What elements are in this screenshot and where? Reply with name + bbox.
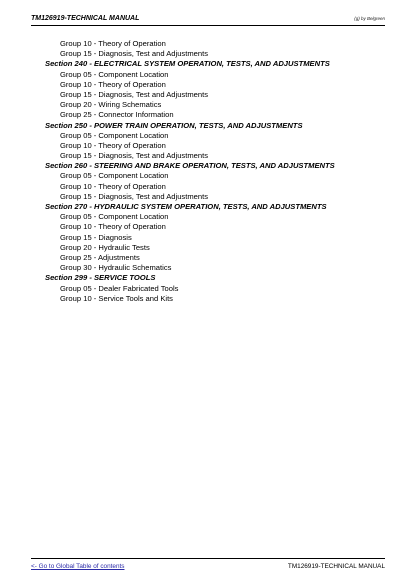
toc-group-item: Group 25 - Connector Information [60, 110, 174, 120]
global-toc-link[interactable]: <- Go to Global Table of contents [31, 563, 125, 570]
footer-divider [31, 558, 385, 559]
toc-section-heading: Section 299 - SERVICE TOOLS [45, 273, 156, 283]
toc-group-item: Group 20 - Wiring Schematics [60, 100, 162, 110]
toc-group-item: Group 20 - Hydraulic Tests [60, 242, 150, 252]
toc-group-item: Group 15 - Diagnosis [60, 232, 132, 242]
toc-group-item: Group 10 - Theory of Operation [60, 222, 166, 232]
toc-group-item: Group 10 - Theory of Operation [60, 39, 166, 48]
toc-group-item: Group 05 - Component Location [60, 69, 169, 79]
credit-text: (g) by Belgreen [354, 16, 385, 21]
toc-section-heading: Section 240 - ELECTRICAL SYSTEM OPERATION, TESTS, AND ADJUSTMENTS [45, 59, 330, 69]
toc-group-item: Group 10 - Theory of Operation [60, 140, 166, 150]
toc-group-item: Group 05 - Component Location [60, 130, 169, 140]
manual-title: TM126919-TECHNICAL MANUAL [31, 15, 140, 22]
toc-group-item: Group 15 - Diagnosis, Test and Adjustments [60, 191, 209, 201]
table-of-contents [0, 39, 416, 304]
header-divider [31, 25, 385, 26]
toc-group-item: Group 10 - Theory of Operation [60, 79, 166, 89]
toc-group-item: Group 05 - Component Location [60, 171, 169, 181]
toc-group-item: Group 15 - Diagnosis, Test and Adjustments [60, 49, 209, 59]
footer-manual-title: TM126919-TECHNICAL MANUAL [287, 563, 385, 570]
toc-group-item: Group 05 - Component Location [60, 212, 169, 222]
toc-section-heading: Section 270 - HYDRAULIC SYSTEM OPERATION, TESTS, AND ADJUSTMENTS [45, 202, 327, 211]
toc-section-heading: Section 260 - STEERING AND BRAKE OPERATION, TESTS, AND ADJUSTMENTS [45, 161, 335, 171]
toc-group-item: Group 15 - Diagnosis, Test and Adjustments [60, 151, 209, 161]
toc-group-item: Group 15 - Diagnosis, Test and Adjustments [60, 89, 209, 99]
toc-group-item: Group 05 - Dealer Fabricated Tools [60, 283, 179, 293]
toc-group-item: Group 30 - Hydraulic Schematics [60, 263, 172, 273]
toc-section-heading: Section 250 - POWER TRAIN OPERATION, TESTS, AND ADJUSTMENTS [45, 120, 303, 130]
toc-group-item: Group 25 - Adjustments [60, 252, 140, 262]
toc-group-item: Group 10 - Service Tools and Kits [60, 293, 173, 303]
toc-group-item: Group 10 - Theory of Operation [60, 181, 166, 191]
